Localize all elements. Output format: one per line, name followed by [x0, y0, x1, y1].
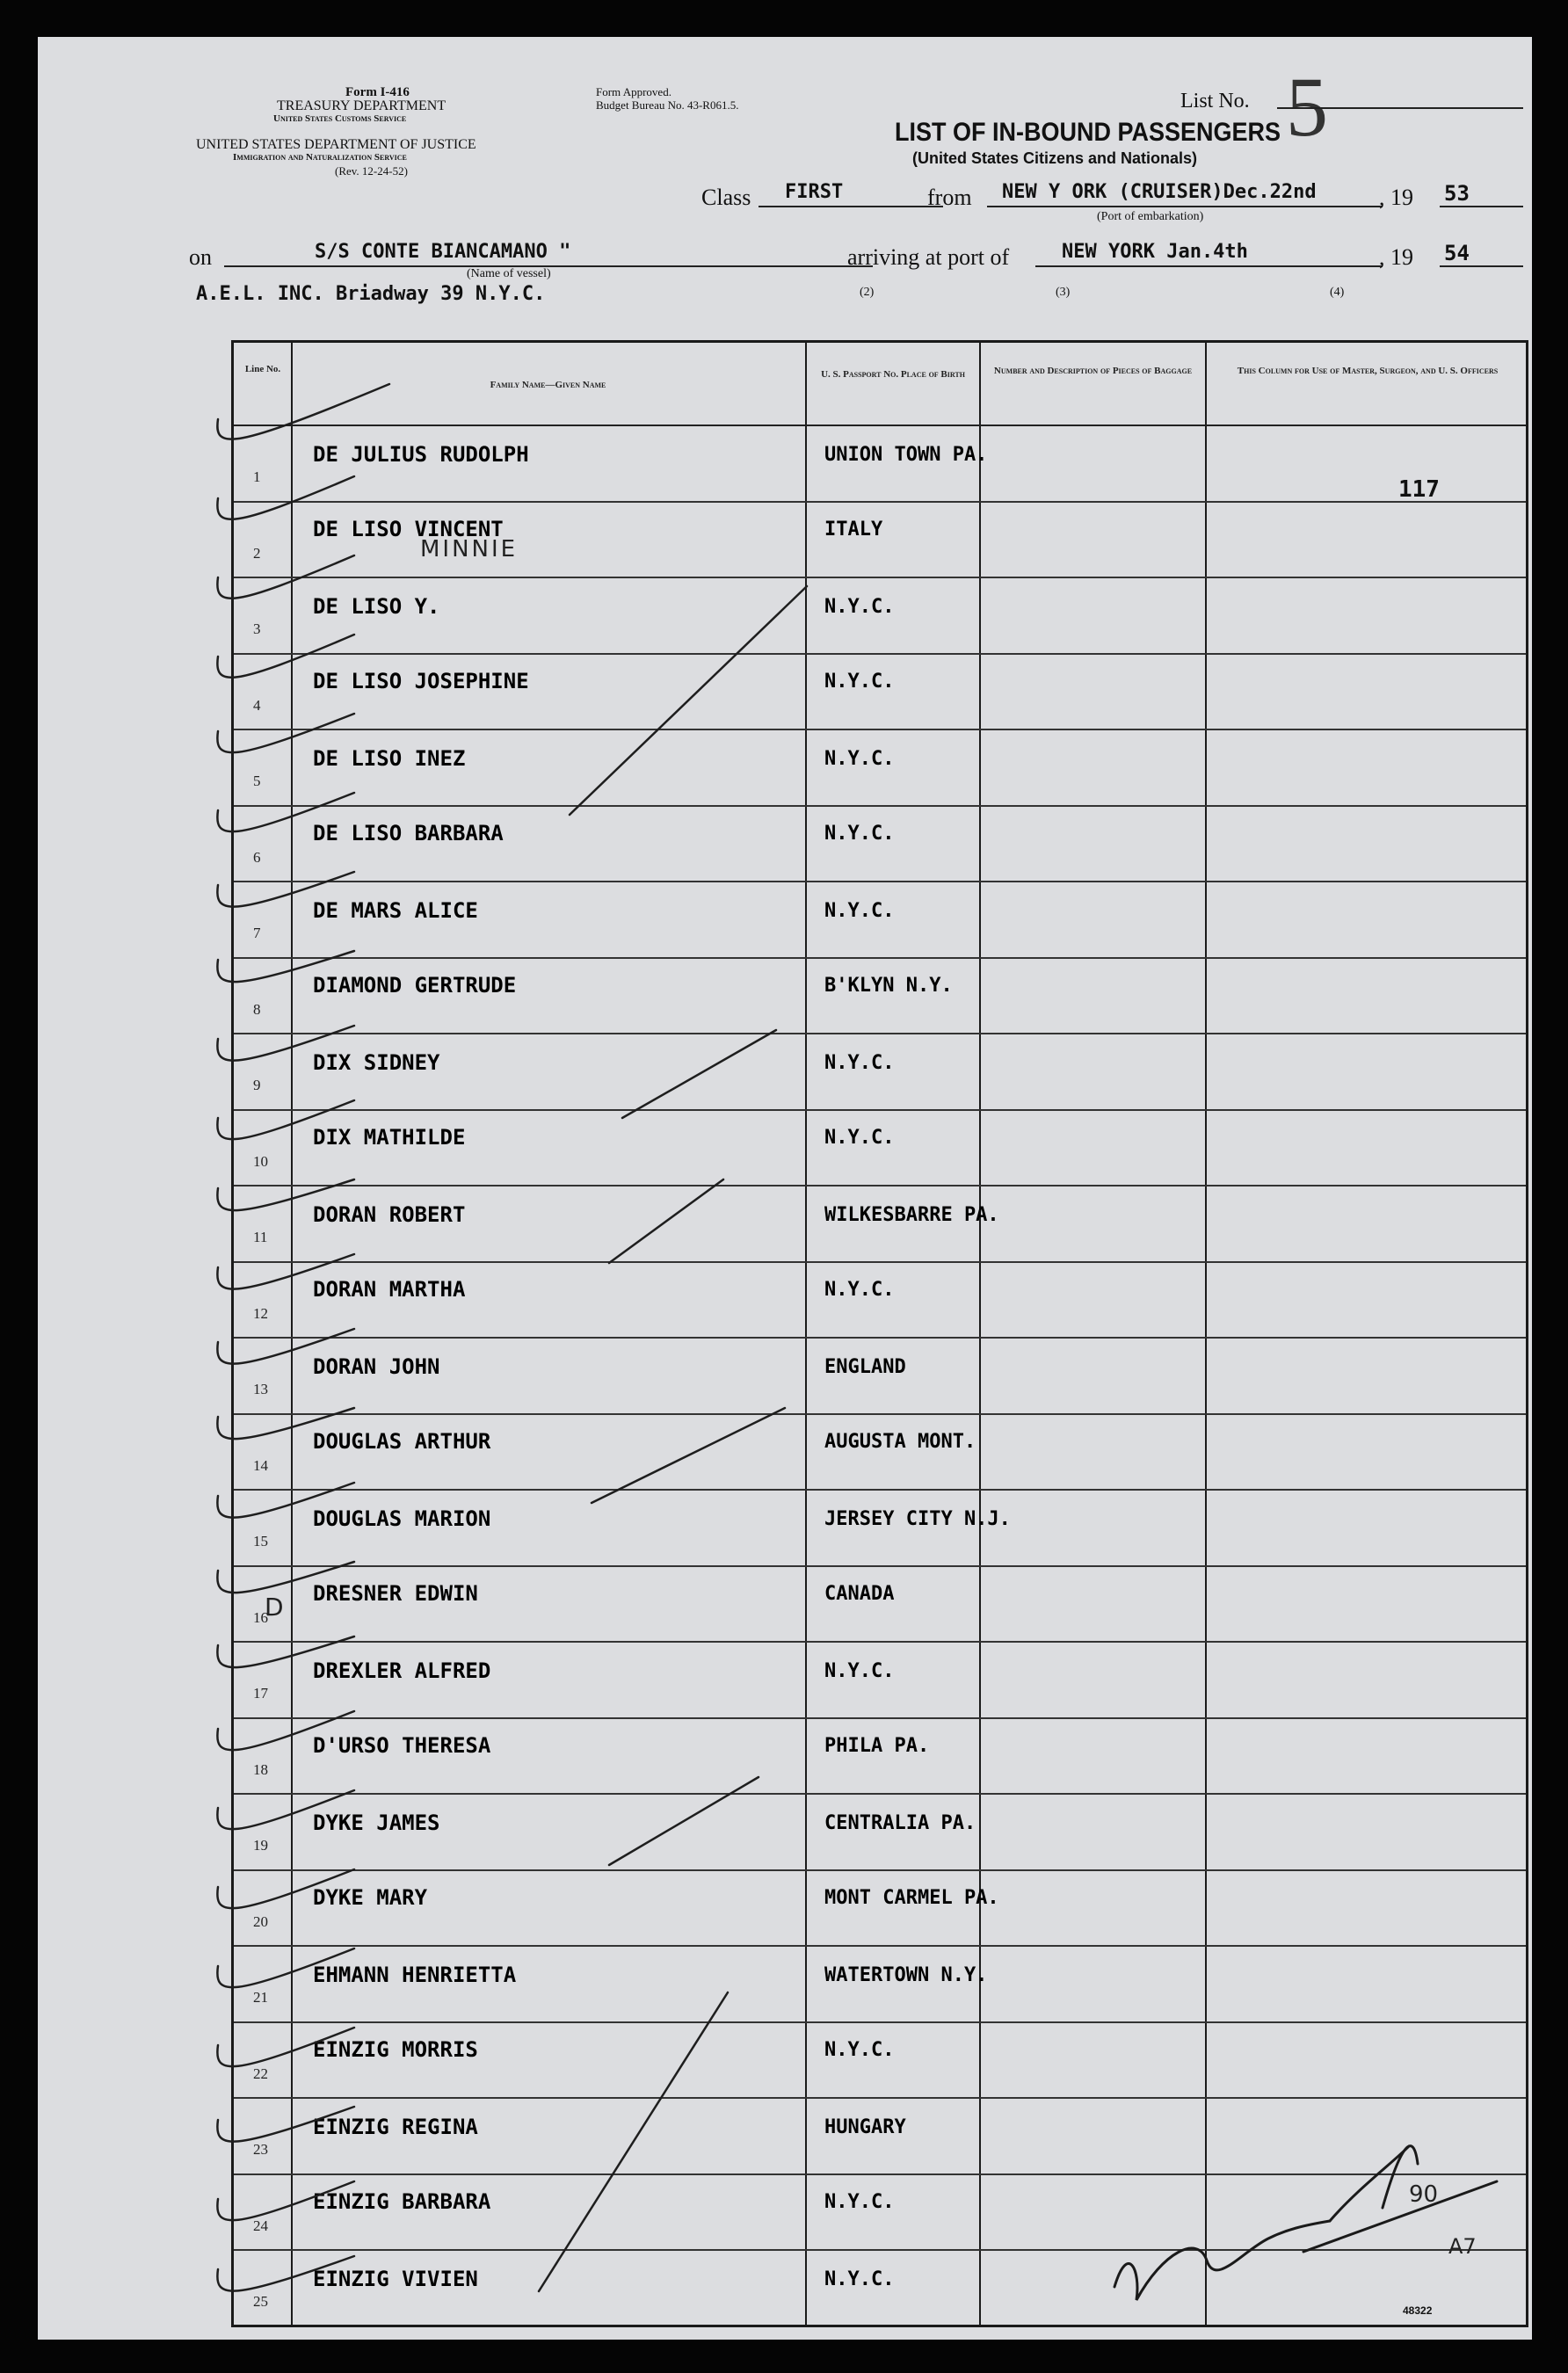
place-of-birth: MONT CARMEL PA. — [824, 1886, 999, 1909]
shipping-agent: A.E.L. INC. Briadway 39 N.Y.C. — [196, 283, 546, 305]
place-of-birth: ITALY — [824, 518, 883, 541]
passenger-name: D'URSO THERESA — [313, 1732, 491, 1758]
year-prefix: , 19 — [1379, 185, 1413, 210]
line-number: 4 — [253, 696, 261, 714]
form-approved: Form Approved. — [596, 85, 671, 98]
line-number: 10 — [253, 1152, 268, 1170]
arrival-year-prefix: , 19 — [1379, 244, 1413, 270]
place-of-birth: PHILA PA. — [824, 1734, 930, 1757]
passenger-name: EINZIG BARBARA — [313, 2188, 491, 2214]
line-number: 2 — [253, 544, 261, 562]
place-of-birth: CANADA — [824, 1582, 895, 1605]
vessel-name: S/S CONTE BIANCAMANO " — [315, 241, 571, 263]
place-of-birth: HUNGARY — [824, 2116, 906, 2138]
passenger-name: DE JULIUS RUDOLPH — [313, 442, 529, 467]
place-of-birth: B'KLYN N.Y. — [824, 974, 953, 997]
vessel-caption: (Name of vessel) — [467, 267, 551, 280]
line-number: 22 — [253, 2065, 268, 2082]
list-number-label: List No. — [1180, 90, 1250, 112]
place-of-birth: N.Y.C. — [824, 748, 895, 770]
customs-service: United States Customs Service — [273, 113, 407, 124]
passenger-name: DIX MATHILDE — [313, 1124, 466, 1150]
handwritten-name-correction: MINNIE — [420, 536, 519, 562]
passenger-name: EHMANN HENRIETTA — [313, 1963, 517, 1987]
line-number: 15 — [253, 1533, 268, 1549]
passenger-name: DIX SIDNEY — [313, 1050, 440, 1075]
line-number: 12 — [253, 1304, 268, 1322]
passenger-name: DORAN JOHN — [313, 1354, 440, 1379]
signature-number: 90 — [1409, 2181, 1439, 2208]
column-number-2: (2) — [860, 286, 875, 299]
signature-initials: A7 — [1448, 2234, 1477, 2259]
header-baggage: Number and Description of Pieces of Baggage — [993, 366, 1193, 376]
place-of-birth: JERSEY CITY N.J. — [824, 1508, 1011, 1530]
arriving-label: arriving at port of — [847, 244, 1010, 270]
place-of-birth: N.Y.C. — [824, 1278, 895, 1301]
budget-bureau: Budget Bureau No. 43-R061.5. — [596, 98, 739, 112]
line-number: 19 — [253, 1837, 268, 1854]
passenger-name: DE LISO Y. — [313, 594, 440, 619]
passenger-name: DRESNER EDWIN — [313, 1580, 478, 1606]
embarkation-port: NEW Y ORK (CRUISER)Dec.22nd — [1002, 181, 1317, 203]
form-number: Form I-416 — [345, 85, 410, 99]
passenger-name: DREXLER ALFRED — [313, 1658, 491, 1683]
class-label: Class — [701, 185, 751, 210]
class-value: FIRST — [785, 181, 844, 203]
column-number-4: (4) — [1330, 286, 1345, 299]
line-number: 24 — [253, 2217, 268, 2234]
arrival-year: 54 — [1444, 241, 1470, 265]
place-of-birth: N.Y.C. — [824, 822, 895, 845]
form-code: 48322 — [1403, 2304, 1433, 2317]
embarkation-year: 53 — [1444, 181, 1470, 206]
place-of-birth: N.Y.C. — [824, 1126, 895, 1149]
passenger-name: DORAN MARTHA — [313, 1276, 466, 1302]
treasury-dept: TREASURY DEPARTMENT — [277, 98, 446, 113]
line-number: 21 — [253, 1989, 268, 2006]
passenger-name: DYKE JAMES — [313, 1811, 440, 1835]
passenger-name: DYKE MARY — [313, 1884, 428, 1910]
passenger-name: DOUGLAS ARTHUR — [313, 1428, 491, 1454]
place-of-birth: N.Y.C. — [824, 2190, 895, 2213]
line-number: 3 — [253, 620, 261, 637]
place-of-birth: N.Y.C. — [824, 1052, 895, 1074]
column-number-3: (3) — [1056, 286, 1071, 299]
list-number: 5 — [1286, 60, 1328, 154]
line-number: 25 — [253, 2293, 268, 2310]
passenger-name: EINZIG VIVIEN — [313, 2267, 478, 2291]
page-title: LIST OF IN-BOUND PASSENGERS — [895, 118, 1281, 147]
handwritten-initial-correction: D — [265, 1593, 284, 1622]
passenger-name: DE LISO JOSEPHINE — [313, 668, 529, 693]
place-of-birth: WILKESBARRE PA. — [824, 1204, 999, 1226]
line-number: 8 — [253, 1000, 261, 1018]
place-of-birth: UNION TOWN PA. — [824, 444, 988, 466]
header-official-use: This Column for Use of Master, Surgeon, and U. S. Officers — [1237, 366, 1499, 376]
page-subtitle: (United States Citizens and Nationals) — [912, 149, 1198, 167]
header-passport: U. S. Passport No. Place of Birth — [821, 369, 965, 380]
header-line-no: Line No. — [244, 364, 281, 374]
line-number: 16 — [253, 1608, 268, 1626]
place-of-birth: N.Y.C. — [824, 900, 895, 922]
port-embarkation-caption: (Port of embarkation) — [1097, 210, 1204, 223]
passenger-name: DE LISO BARBARA — [313, 820, 504, 845]
line-number: 1 — [253, 468, 261, 485]
passenger-name: DE LISO VINCENT — [313, 516, 504, 541]
line-number: 6 — [253, 848, 261, 866]
on-label: on — [189, 244, 212, 270]
passenger-name: DIAMOND GERTRUDE — [313, 972, 517, 998]
check-marks — [38, 37, 1532, 2340]
line-number: 9 — [253, 1077, 261, 1093]
header-name: Family Name—Given Name — [490, 380, 606, 390]
place-of-birth: ENGLAND — [824, 1356, 906, 1378]
passenger-name: DORAN ROBERT — [313, 1202, 466, 1227]
line-number: 20 — [253, 1912, 268, 1930]
line-number: 17 — [253, 1685, 268, 1702]
place-of-birth: N.Y.C. — [824, 670, 895, 693]
place-of-birth: AUGUSTA MONT. — [824, 1430, 976, 1453]
ins-service: Immigration and Naturalization Service — [233, 152, 407, 163]
line-number: 13 — [253, 1381, 268, 1397]
place-of-birth: CENTRALIA PA. — [824, 1812, 976, 1834]
place-of-birth: WATERTOWN N.Y. — [824, 1964, 988, 1986]
line-number: 18 — [253, 1760, 268, 1778]
place-of-birth: N.Y.C. — [824, 2268, 895, 2290]
passenger-name: DE LISO INEZ — [313, 746, 466, 771]
line-number: 23 — [253, 2141, 268, 2158]
passenger-name: DOUGLAS MARION — [313, 1506, 491, 1531]
line-number: 14 — [253, 1456, 268, 1474]
passenger-name: EINZIG MORRIS — [313, 2036, 478, 2062]
from-label: from — [927, 185, 972, 210]
arrival-port: NEW YORK Jan.4th — [1062, 241, 1248, 263]
line-number: 11 — [253, 1229, 268, 1245]
line-number: 5 — [253, 773, 261, 789]
place-of-birth: N.Y.C. — [824, 596, 895, 618]
passenger-name: EINZIG REGINA — [313, 2115, 478, 2139]
passenger-name: DE MARS ALICE — [313, 898, 478, 923]
official-note: 117 — [1398, 476, 1440, 503]
manifest-sheet — [38, 37, 1532, 2340]
place-of-birth: N.Y.C. — [824, 2038, 895, 2061]
place-of-birth: N.Y.C. — [824, 1660, 895, 1682]
line-number: 7 — [253, 925, 261, 941]
justice-dept: UNITED STATES DEPARTMENT OF JUSTICE — [196, 137, 476, 152]
revision-date: (Rev. 12-24-52) — [335, 164, 408, 178]
